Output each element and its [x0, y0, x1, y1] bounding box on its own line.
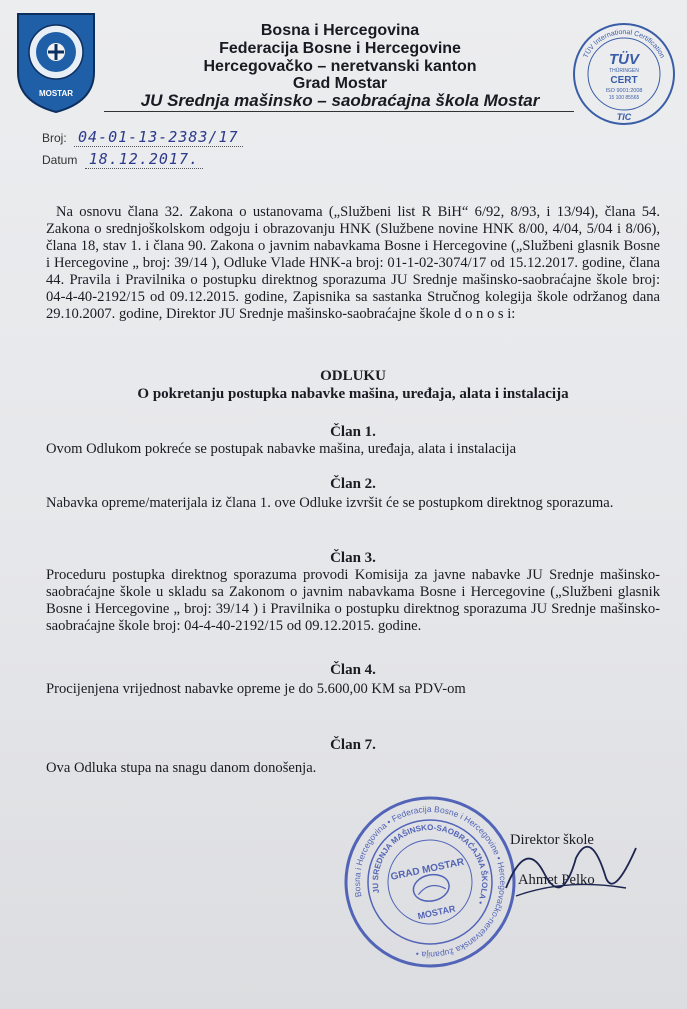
- article-heading: Član 4.: [330, 662, 376, 678]
- cert-ring-text: TÜV International Certification: [582, 28, 666, 60]
- document-number: [42, 128, 243, 146]
- header-federation: Federacija Bosne i Hercegovine: [219, 40, 461, 57]
- article-text: Ovom Odlukom pokreće se postupak nabavke mašina, uređaja, alata i instalacija: [46, 441, 517, 457]
- article-text: Ova Odluka stupa na snagu danom donošenja.: [46, 760, 317, 776]
- article-heading: Član 2.: [330, 476, 376, 492]
- document-date-label: Datum: [42, 153, 78, 167]
- header-canton: Hercegovačko – neretvanski kanton: [203, 58, 477, 75]
- official-stamp: [340, 792, 520, 972]
- handwritten-signature: [496, 818, 646, 908]
- article-heading: Član 1.: [330, 424, 376, 440]
- article-text: Nabavka opreme/materijala iz člana 1. ove Odluke izvršit će se postupkom direktnog sporazuma.: [46, 495, 614, 511]
- signature-title: Direktor škole: [510, 832, 594, 848]
- header-country: Bosna i Hercegovina: [260, 22, 420, 39]
- cert-number: 15 100 85565: [608, 95, 640, 101]
- article-text: Proceduru postupka direktnog sporazuma provodi Komisija za javne nabavke JU Srednje mašinsko-saobraćajne škole u skladu sa Zakonom o javnim nabavkama Bosne i Hercegovine („Službeni glasnik Bosne i Hercegovine „ broj: 39/14 ) i Pravilnika o postupku direktnog sporazuma JU Srednje mašinsko-saobraćajne škole broj: 04-4-40-2192/15 od 09.12.2015. godine.: [46, 567, 660, 634]
- signature-name: Ahmet Pelko: [518, 872, 595, 888]
- header-school: JU Srednja mašinsko – saobraćajna škola Mostar: [140, 91, 540, 110]
- stamp-center-text: GRAD MOSTAR: [389, 856, 466, 883]
- header-city: Grad Mostar: [292, 75, 388, 92]
- document-date-value: 18.12.2017.: [85, 150, 203, 169]
- stamp-inner-text: JU SREDNJA MAŠINSKO-SAOBRAĆAJNA ŠKOLA •: [370, 822, 490, 906]
- article-text: Procijenjena vrijednost nabavke opreme je do 5.600,00 KM sa PDV-om: [46, 681, 466, 697]
- article-heading: Član 7.: [330, 737, 376, 753]
- cert-brand: TÜV: [609, 51, 639, 68]
- document-number-value: 04-01-13-2383/17: [74, 128, 243, 147]
- school-logo: [14, 10, 98, 114]
- cert-tic: TIC: [616, 112, 632, 122]
- cert-label: CERT: [610, 75, 638, 86]
- decision-subtitle: O pokretanju postupka nabavke mašina, uređaja, alata i instalacija: [137, 386, 569, 402]
- document-date: [42, 150, 203, 168]
- certification-seal: [570, 20, 678, 128]
- header-divider: [104, 111, 574, 112]
- svg-text:Bosna i Hercegovina • Federaci: [340, 792, 520, 972]
- stamp-bottom-text: MOSTAR: [416, 903, 457, 922]
- document-number-label: Broj:: [42, 131, 67, 145]
- article-heading: Član 3.: [330, 550, 376, 566]
- intro-paragraph: Na osnovu člana 32. Zakona o ustanovama („Službeni list R BiH“ 6/92, 8/93, i 13/94), člana 54. Zakona o srednjoškolskom odgoju i obrazovanju HNK (Službene novine HNK 8/00, 4/04, 5/04 i 8/06), člana 18, stav 1. i člana 90. Zakona o javnim nabavkama Bosne i Hercegovine („Službeni glasnik Bosne i Hercegovine „ broj: 39/14 ), Odluke Vlade HNK-a broj: 01-1-02-3074/17 od 15.12.2017. godine, člana 44. Pravila i Pravilnika o postupku direktnog sporazuma JU Srednje mašinsko-saobraćajne škole broj: 04-4-40-2192/15 od 09.12.2015. godine, Zapisnika sa sastanka Stručnog kolegija škole održanog dana 29.10.2007. godine, Direktor JU Srednje mašinsko-saobraćajne škole d o n o s i:: [46, 204, 660, 322]
- logo-text: MOSTAR: [38, 89, 74, 98]
- stamp-outer-text: Bosna i Hercegovina • Federacija Bosne i Hercegovine • Hercegovačko-neretvanska županija •: [351, 803, 509, 961]
- decision-title: ODLUKU: [320, 368, 386, 384]
- cert-sub: THÜRINGEN: [609, 68, 639, 74]
- cert-iso: ISO 9001:2008: [605, 88, 643, 94]
